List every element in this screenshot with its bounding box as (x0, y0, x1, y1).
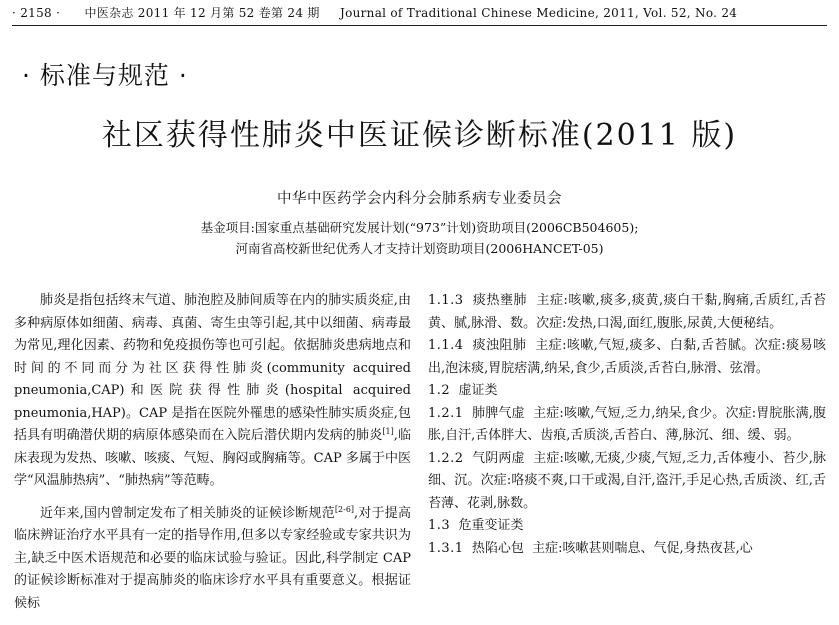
syndrome-item: 1.1.4 痰浊阻肺 主症:咳嗽,气短,痰多、白黏,舌苔腻。次症:痰易咳出,泡沫痰,胃脘痞满,纳呆,食少,舌质淡,舌苔白,脉滑、弦滑。 (428, 338, 826, 376)
journal-name-en: Journal of Traditional Chinese Medicine, 2011, Vol. 52, No. 24 (339, 6, 738, 20)
body-paragraph-1: 肺炎是指包括终末气道、肺泡腔及肺间质等在内的肺实质炎症,由多种病原体如细菌、病毒、真菌、寄生虫等引起,其中以细菌、病毒最为常见,理化因素、药物和免疫损伤等也可引起。依据肺炎患病地点和时间的不同而分为社区获得性肺炎(community acquired pneumonia,CAP)和医院获得性肺炎(hospital acquired pneumonia,HAP)。CAP 是指在医院外罹患的感染性肺实质炎症,包括具有明确潜伏期的病原体感染而在入院后潜伏期内发病的肺炎[1],临床表现为发热、咳嗽、咳痰、气短、胸闷或胸痛等。CAP 多属于中医学“风温肺热病”、“肺热病”等范畴。 (14, 293, 411, 488)
right-column (428, 290, 826, 560)
article-title: 社区获得性肺炎中医证候诊断标准(2011 版) (101, 118, 738, 153)
journal-name-cn: 中医杂志 2011 年 12 月第 52 卷第 24 期 (84, 6, 320, 20)
reference-marker[interactable]: [1] (382, 427, 394, 436)
syndrome-title: 气阴两虚 (472, 450, 525, 466)
subsection-heading: 1.2 虚证类 (428, 383, 498, 398)
syndrome-title: 肺脾气虚 (472, 405, 525, 421)
author-organization: 中华中医药学会内科分会肺系病专业委员会 (277, 191, 562, 207)
syndrome-title: 痰浊阻肺 (472, 338, 527, 353)
left-column (14, 290, 411, 615)
syndrome-item: 1.2.1 肺脾气虚 主症:咳嗽,气短,乏力,纳呆,食少。次症:胃脘胀满,腹胀,自汗,舌体胖大、齿痕,舌质淡,舌苔白、薄,脉沉、细、缓、弱。 (428, 405, 826, 443)
syndrome-item: 1.2.2 气阴两虚 主症:咳嗽,无痰,少痰,气短,乏力,舌体瘦小、苔少,脉细、沉。次症:咯痰不爽,口干或渴,自汗,盗汗,手足心热,舌质淡、红,舌苔薄、花剥,脉数。 (428, 450, 826, 511)
reference-marker[interactable]: [2-6] (334, 504, 355, 514)
body-paragraph-2: 近年来,国内曾制定发布了相关肺炎的证候诊断规范[2-6],对于提高临床辨证治疗水平具有一定的指导作用,但多以专家经验或专家共识为主,缺乏中医术语规范和必要的临床试验与验证。因此,科学制定 CAP 的证候诊断标准对于提高肺炎的临床诊疗水平具有重要意义。根据证候标 (14, 504, 411, 611)
syndrome-title: 热陷心包 (471, 540, 524, 556)
running-header (12, 4, 827, 21)
funding-line-2: 河南省高校新世纪优秀人才支持计划资助项目(2006HANCET-05) (235, 241, 604, 256)
subsection-heading: 1.3 危重变证类 (428, 518, 524, 533)
section-label: · 标准与规范 · (22, 61, 188, 90)
syndrome-title: 痰热壅肺 (472, 293, 528, 308)
page-number: · 2158 · (12, 6, 61, 20)
syndrome-item: 1.1.3 痰热壅肺 主症:咳嗽,痰多,痰黄,痰白干黏,胸痛,舌质红,舌苔黄、腻,脉滑、数。次症:发热,口渴,面红,腹胀,尿黄,大便秘结。 (428, 293, 826, 331)
funding-line-1: 基金项目:国家重点基础研究发展计划(“973”计划)资助项目(2006CB504605); (200, 220, 639, 235)
syndrome-item: 1.3.1 热陷心包 主症:咳嗽甚则喘息、气促,身热夜甚,心 (428, 540, 753, 556)
header-rule (12, 25, 827, 26)
